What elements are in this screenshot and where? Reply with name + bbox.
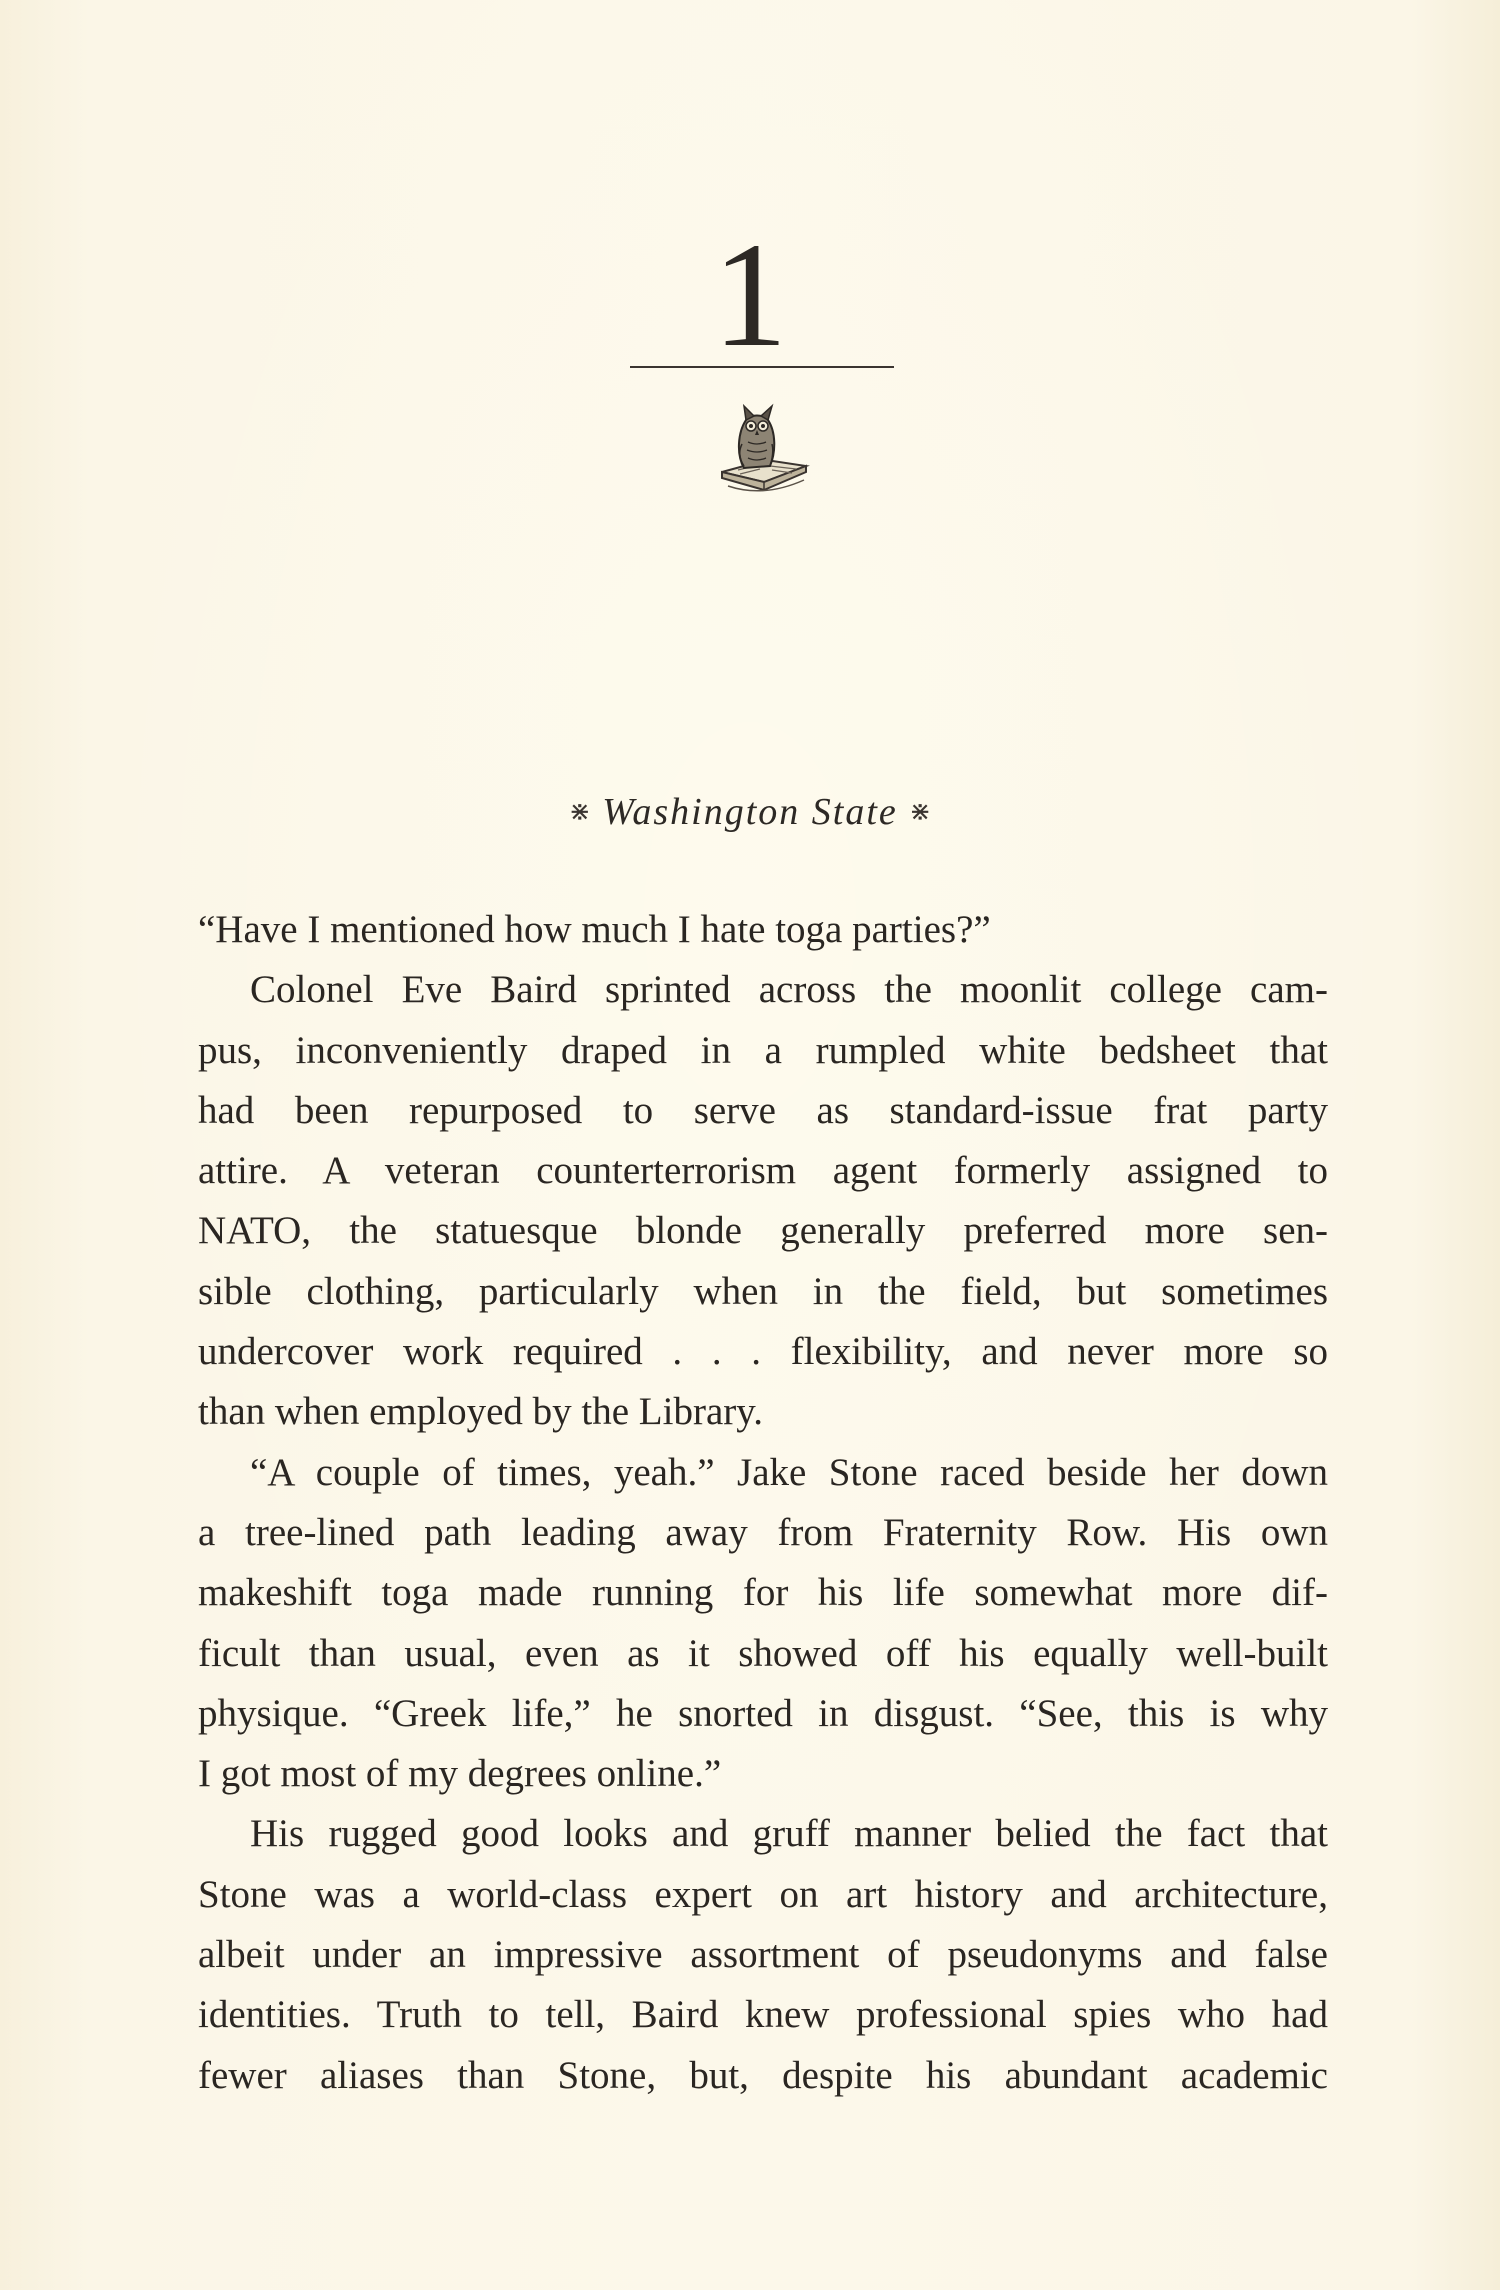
text-line: pus, inconveniently draped in a rumpled white bedsheet that [198,1028,1328,1072]
text-line: undercover work required . . . flexibility, and never more so [198,1330,1328,1374]
text-line: Stone was a world-class expert on art history and architecture, [198,1872,1328,1916]
text-line: NATO, the statuesque blonde generally preferred more sen- [198,1209,1328,1253]
text-line: identities. Truth to tell, Baird knew professional spies who had [198,1993,1328,2037]
location-mark-left: ⋇ [568,797,591,826]
text-line: than when employed by the Library. [198,1390,763,1434]
text-line: His rugged good looks and gruff manner belied the fact that [250,1812,1328,1856]
text-line: attire. A veteran counterterrorism agent formerly assigned to [198,1149,1328,1193]
location-title: Washington State [602,791,898,833]
text-line: had been repurposed to serve as standard-issue frat party [198,1088,1328,1132]
text-line: ficult than usual, even as it showed off his equally well-built [198,1631,1328,1675]
location-mark-right: ⋇ [909,797,932,826]
owl-on-book-icon [708,394,818,500]
chapter-rule [630,366,894,368]
chapter-number: 1 [712,212,788,378]
chapter-body-text [198,900,1328,2106]
text-line: sible clothing, particularly when in the field, but sometimes [198,1269,1328,1313]
text-line: I got most of my degrees online.” [198,1752,722,1796]
text-line: makeshift toga made running for his life somewhat more dif- [198,1571,1328,1615]
chapter-location [0,784,1500,840]
text-line: albeit under an impressive assortment of pseudonyms and false [198,1933,1328,1977]
text-line: a tree-lined path leading away from Fraternity Row. His own [198,1510,1328,1554]
text-line: fewer aliases than Stone, but, despite his abundant academic [198,2053,1328,2097]
text-line: “Have I mentioned how much I hate toga parties?” [198,908,991,951]
text-line: “A couple of times, yeah.” Jake Stone raced beside her down [250,1450,1328,1494]
text-line: physique. “Greek life,” he snorted in disgust. “See, this is why [198,1691,1328,1735]
text-line: Colonel Eve Baird sprinted across the moonlit college cam- [250,968,1328,1012]
